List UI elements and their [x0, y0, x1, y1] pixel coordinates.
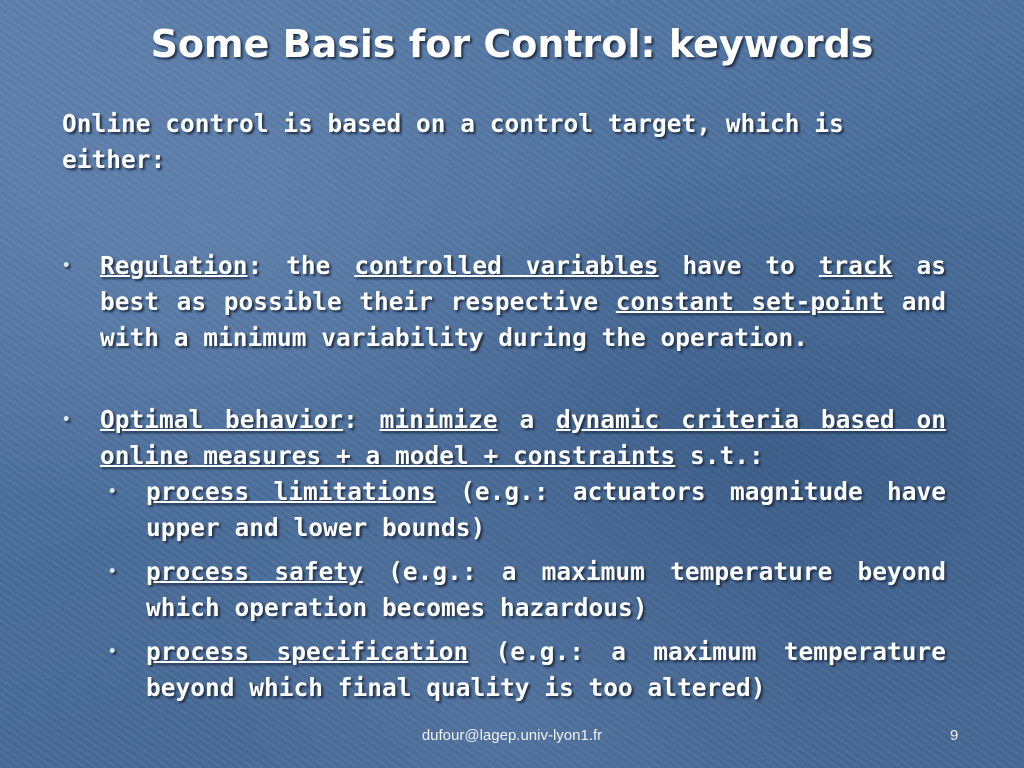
- term-process-safety: process safety: [146, 557, 363, 586]
- term-dynamic-criteria: dynamic criteria based on online measures + a model + constraints: [100, 405, 946, 470]
- term-track: track: [818, 251, 893, 280]
- subitem-process-safety: [62, 554, 946, 626]
- sub-bullet-icon: •: [108, 564, 117, 580]
- bullet-optimal-behavior: [62, 402, 946, 474]
- page-number: 9: [950, 727, 959, 744]
- text-fragment: as best as possible their respective: [100, 251, 946, 316]
- subitem-process-limitations: [62, 474, 946, 546]
- text-fragment: and with a minimum variability during the operation.: [100, 287, 946, 352]
- text-fragment: :: [343, 405, 380, 434]
- text-fragment: : the: [247, 251, 355, 280]
- sub-bullet-icon: •: [108, 484, 117, 500]
- term-process-limitations: process limitations: [146, 477, 436, 506]
- slide-title: Some Basis for Control: keywords: [150, 22, 874, 66]
- sub-bullet-icon: •: [108, 644, 117, 660]
- text-fragment: have to: [658, 251, 819, 280]
- text-fragment: s.t.:: [675, 441, 764, 470]
- text-fragment: a: [497, 405, 557, 434]
- slide-body: [62, 106, 946, 706]
- term-constant-set-point: constant set-point: [615, 287, 885, 316]
- subitem-process-specification: [62, 634, 946, 706]
- term-controlled-variables: controlled variables: [354, 251, 659, 280]
- text-fragment: (e.g.: a maximum temperature beyond which operation becomes hazardous): [146, 557, 946, 622]
- term-process-specification: process specification: [146, 637, 469, 666]
- bullet-icon: •: [62, 258, 71, 274]
- term-minimize: minimize: [379, 405, 498, 434]
- text-fragment: (e.g.: actuators magnitude have upper and lower bounds): [146, 477, 946, 542]
- footer-email: dufour@lagep.univ-lyon1.fr: [421, 727, 603, 744]
- bullet-icon: •: [62, 412, 71, 428]
- bullet-regulation: [62, 248, 946, 356]
- text-fragment: (e.g.: a maximum temperature beyond which final quality is too altered): [146, 637, 946, 702]
- intro-text: Online control is based on a control target, which is either:: [62, 109, 844, 174]
- term-optimal-behavior: Optimal behavior: [100, 405, 344, 434]
- term-regulation: Regulation: [100, 251, 248, 280]
